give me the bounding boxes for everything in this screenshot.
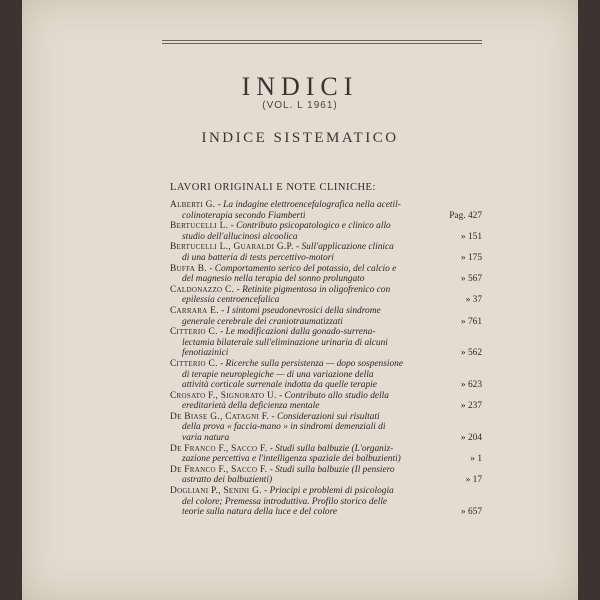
entry-line (170, 475, 482, 486)
index-entry (170, 444, 482, 465)
index-entry (170, 465, 482, 486)
entry-page-number: Pag. 427 (449, 210, 482, 221)
entry-line (170, 370, 482, 381)
page-subtitle: INDICE SISTEMATICO (201, 130, 399, 146)
index-entry (170, 264, 482, 285)
entry-page-number: » 562 (460, 348, 482, 359)
entry-line (170, 274, 482, 285)
entry-page-number: » 1 (470, 454, 482, 465)
entry-title-line: - Contributo psicopatologico e clinico allo (230, 221, 391, 232)
index-entry (170, 306, 482, 327)
page-title: INDICI (241, 72, 359, 101)
entry-title-line: - Studi sulla balbuzie (Il pensiero (269, 464, 395, 475)
index-entry (170, 359, 482, 391)
entry-line (170, 242, 482, 253)
index-entry (170, 412, 482, 444)
entry-author: Dogliani P., Senini G. (170, 486, 262, 497)
book-page (22, 0, 578, 600)
entry-title-line: lectamia bilaterale sull'eliminazione urinaria di alcuni (182, 337, 388, 348)
entry-title-line: - I sintomi pseudonevrosici della sindrome (221, 305, 381, 316)
entry-line (170, 295, 482, 306)
entry-title-line: - Ricerche sulla persistenza — dopo sospensione (220, 358, 404, 369)
entry-page-number: » 204 (460, 433, 482, 444)
entry-page-number: » 761 (460, 316, 482, 327)
entry-line (170, 444, 482, 455)
entry-author: Citterio C. (170, 358, 218, 369)
entry-author: Buffa B. (170, 263, 207, 274)
entry-title-line: ereditarietà della deficienza mentale (182, 401, 320, 412)
entry-author: Bertucelli L., Guaraldi G.P. (170, 242, 294, 253)
entry-page-number: » 151 (460, 231, 482, 242)
index-entry (170, 200, 482, 221)
entry-line (170, 497, 482, 508)
entry-title-line: - Studi sulla balbuzie (L'organiz- (269, 443, 394, 454)
entry-title-line: - Retinite pigmentosa in oligofrenico con (236, 284, 391, 295)
entry-title-line: - Comportamento serico del potassio, del calcio e (209, 263, 397, 274)
entry-line (170, 338, 482, 349)
entry-author: De Franco F., Sacco F. (170, 443, 268, 454)
entry-title-line: teorie sulla natura della luce e del colore (182, 507, 338, 518)
entry-line (170, 391, 482, 402)
entry-page-number: » 237 (460, 401, 482, 412)
entry-line (170, 422, 482, 433)
entry-page-number: » 17 (465, 475, 482, 486)
entry-line (170, 465, 482, 476)
entry-page-number: » 657 (460, 507, 482, 518)
index-entry (170, 486, 482, 518)
entry-page-number: » 37 (465, 295, 482, 306)
entry-title-line: di terapie neuroplegiche — di una variazione della (182, 369, 374, 380)
entry-line (170, 412, 482, 423)
index-entry (170, 285, 482, 306)
entry-line (170, 221, 482, 232)
entry-title-line: - Contributo allo studio della (279, 390, 389, 401)
entry-line (170, 253, 482, 264)
entry-title-line: del magnesio nella terapia del sonno prolungato (182, 274, 365, 285)
entry-line (170, 200, 482, 211)
entry-line (170, 211, 482, 222)
entry-title-line: attività corticale surrenale indotta da quelle terapie (182, 380, 377, 391)
entry-line (170, 380, 482, 391)
entry-title-line: epilessia centroencefalica (182, 295, 280, 306)
entry-line (170, 285, 482, 296)
entry-page-number: » 175 (460, 252, 482, 263)
entry-author: Bertucelli L. (170, 221, 229, 232)
section-heading: LAVORI ORIGINALI E NOTE CLINICHE: (170, 182, 376, 193)
entry-title-line: del colore; Premessa introduttiva. Profilo storico delle (182, 496, 388, 507)
entry-title-line: - Principi e problemi di psicologia (264, 486, 394, 497)
entry-line (170, 359, 482, 370)
entry-title-line: - Sull'applicazione clinica (296, 242, 394, 253)
entry-author: Citterio C. (170, 327, 218, 338)
entry-line (170, 454, 482, 465)
entry-title-line: colinoterapia secondo Fiamberti (182, 210, 306, 221)
index-entry (170, 327, 482, 359)
entry-line (170, 306, 482, 317)
entry-title-line: generale cerebrale dei craniotraumatizzati (182, 316, 343, 327)
entry-author: Caldonazzo C. (170, 284, 235, 295)
entry-line (170, 401, 482, 412)
entry-author: Carrara E. (170, 305, 219, 316)
volume-label: (VOL. L 1961) (262, 100, 338, 111)
entry-title-line: della prova « faccia-mano » in sindromi demenziali di (182, 422, 386, 433)
entry-title-line: studio dell'allucinosi alcoolica (182, 231, 298, 242)
entry-title-line: astratto dei balbuzienti) (182, 475, 273, 486)
entry-line (170, 348, 482, 359)
entry-title-line: varia natura (182, 433, 230, 444)
entry-line (170, 486, 482, 497)
entry-author: De Franco F., Sacco F. (170, 464, 268, 475)
index-entry (170, 221, 482, 242)
top-rule-thin (162, 43, 482, 44)
entry-author: Crosato F., Signorato U. (170, 390, 277, 401)
entry-title-line: di una batteria di tests percettivo-motori (182, 252, 334, 263)
entry-page-number: » 567 (460, 274, 482, 285)
entry-title-line: - Considerazioni sui risultati (271, 411, 380, 422)
entry-title-line: zazione percettiva e l'intelligenza spaziale dei balbuzienti) (182, 454, 401, 465)
top-rule (162, 40, 482, 41)
entry-page-number: » 623 (460, 380, 482, 391)
entry-author: Alberti G. (170, 200, 216, 210)
entry-title-line: - La indagine elettroencefalografica nella acetil- (217, 200, 401, 210)
index-entry (170, 391, 482, 412)
entry-line (170, 264, 482, 275)
index-list (170, 200, 482, 518)
entry-author: De Biase G., Catagni F. (170, 411, 270, 422)
entry-line (170, 327, 482, 338)
entry-line (170, 433, 482, 444)
entry-line (170, 507, 482, 518)
entry-line (170, 232, 482, 243)
entry-title-line: fenotiazinici (182, 348, 229, 359)
entry-title-line: - Le modificazioni dalla gonado-surrena- (220, 327, 376, 338)
index-entry (170, 242, 482, 263)
entry-line (170, 317, 482, 328)
